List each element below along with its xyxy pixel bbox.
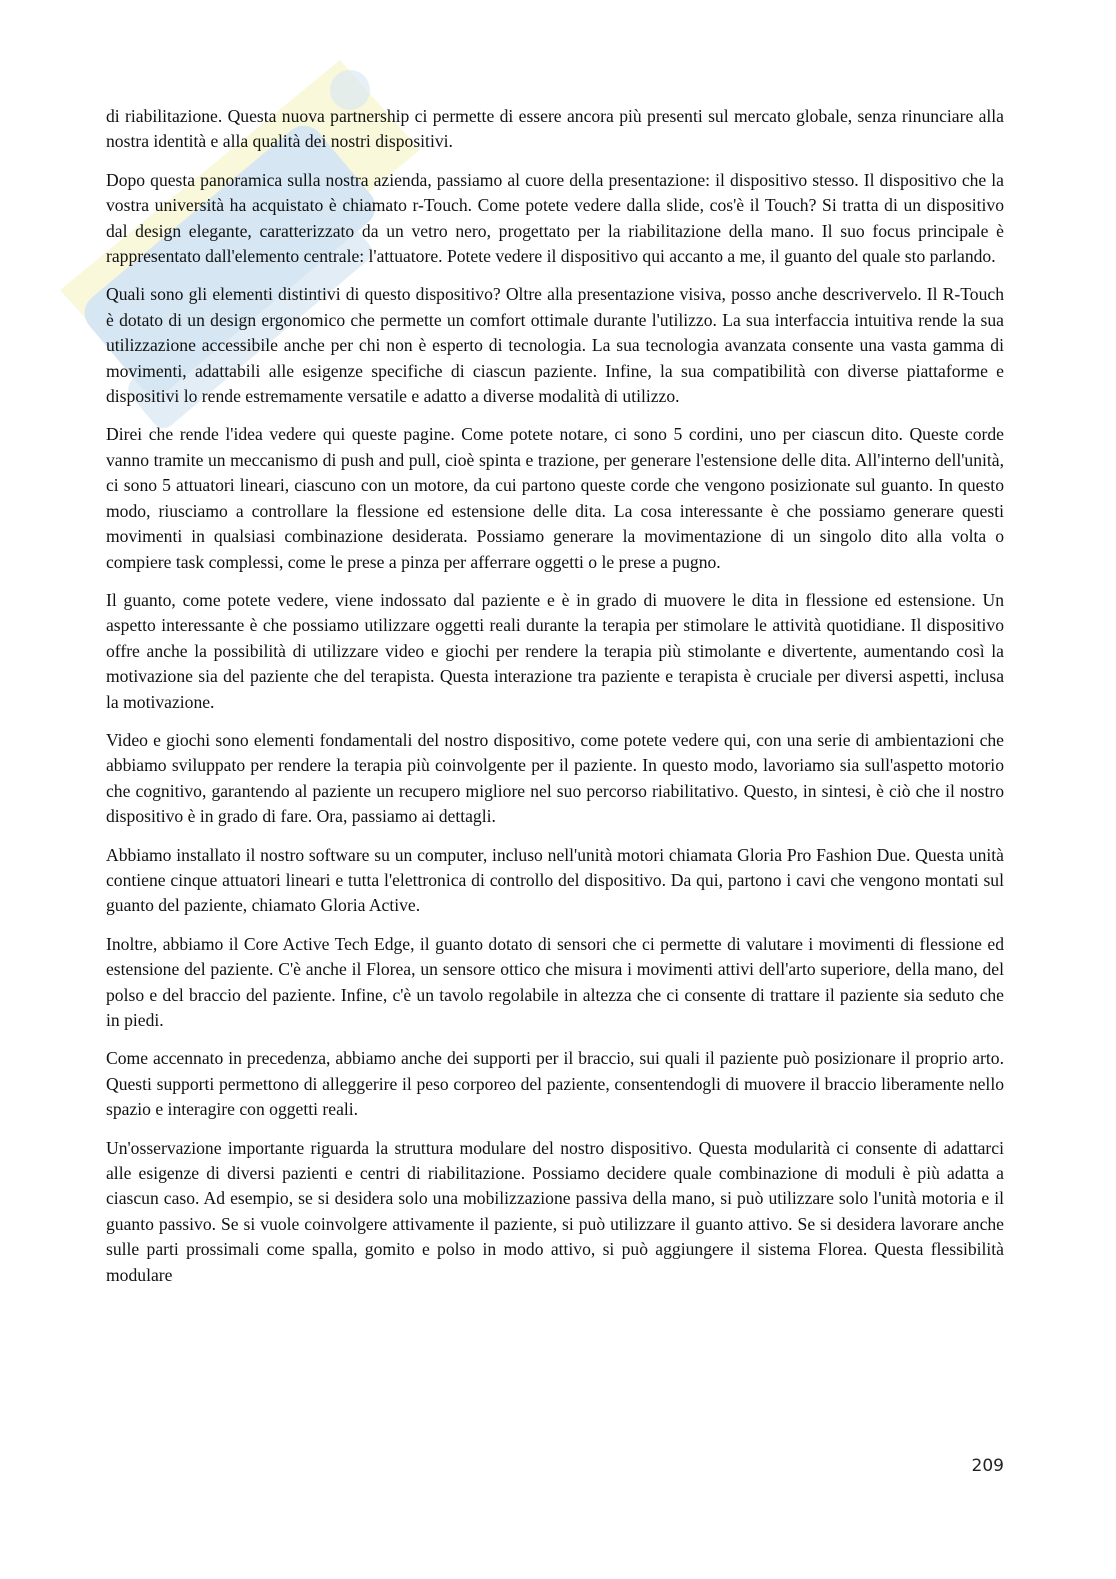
page-number: 209: [971, 1456, 1004, 1476]
paragraph: Inoltre, abbiamo il Core Active Tech Edge, il guanto dotato di sensori che ci permette di valutare i movimenti di flessione ed estensione del paziente. C'è anche il Florea, un sensore ottico che misura i movimenti attivi dell'arto superiore, della mano, del polso e del braccio del paziente. Infine, c'è un tavolo regolabile in altezza che ci consente di trattare il paziente sia seduto che in piedi.: [106, 933, 1004, 1030]
paragraph: Dopo questa panoramica sulla nostra azienda, passiamo al cuore della presentazione: il dispositivo stesso. Il dispositivo che la vostra università ha acquistato è chiamato r-Touch. Come potete vedere dalla slide, cos'è il Touch? Si tratta di un dispositivo dal design elegante, caratterizzato da un vetro nero, progettato per la riabilitazione della mano. Il suo focus principale è rappresentato dall'elemento centrale: l'attuatore. Potete vedere il dispositivo qui accanto a me, il guanto del quale sto parlando.: [106, 169, 1004, 267]
paragraph: di riabilitazione. Questa nuova partnership ci permette di essere ancora più presenti sul mercato globale, senza rinunciare alla nostra identità e alla qualità dei nostri dispositivi.: [106, 106, 1004, 152]
document-body: [106, 104, 1004, 1301]
paragraph: Video e giochi sono elementi fondamentali del nostro dispositivo, come potete vedere qui, con una serie di ambientazioni che abbiamo sviluppato per rendere la terapia più coinvolgente per il paziente. In questo modo, lavoriamo sia sull'aspetto motorio che cognitivo, garantendo al paziente un recupero migliore nel suo percorso riabilitativo. Questo, in sintesi, è ciò che il nostro dispositivo è in grado di fare. Ora, passiamo ai dettagli.: [106, 729, 1004, 827]
paragraph: Quali sono gli elementi distintivi di questo dispositivo? Oltre alla presentazione visiva, posso anche descrivervelo. Il R-Touch è dotato di un design ergonomico che permette un comfort ottimale durante l'utilizzo. La sua interfaccia intuitiva rende la sua utilizzazione accessibile anche per chi non è esperto di tecnologia. La sua tecnologia avanzata consente una vasta gamma di movimenti, adattabili alle esigenze specifiche di ciascun paziente. Infine, la sua compatibilità con diverse piattaforme e dispositivi lo rende estremamente versatile e adatto a diverse modalità di utilizzo.: [106, 284, 1004, 407]
paragraph: Direi che rende l'idea vedere qui queste pagine. Come potete notare, ci sono 5 cordini, uno per ciascun dito. Queste corde vanno tramite un meccanismo di push and pull, cioè spinta e trazione, per generare l'estensione delle dita. All'interno dell'unità, ci sono 5 attuatori lineari, ciascuno con un motore, da cui partono queste corde che vengono posizionate sul guanto. In questo modo, riusciamo a controllare la flessione ed estensione delle dita. La cosa interessante è che possiamo generare questi movimenti in qualsiasi combinazione desiderata. Possiamo generare la movimentazione di un singolo dito alla volta o compiere task complessi, come le prese a pinza per afferrare oggetti o le prese a pugno.: [106, 424, 1004, 572]
paragraph: Abbiamo installato il nostro software su un computer, incluso nell'unità motori chiamata Gloria Pro Fashion Due. Questa unità contiene cinque attuatori lineari e tutta l'elettronica di controllo del dispositivo. Da qui, partono i cavi che vengono montati sul guanto del paziente, chiamato Gloria Active.: [106, 844, 1004, 916]
paragraph: Un'osservazione importante riguarda la struttura modulare del nostro dispositivo. Questa modularità ci consente di adattarci alle esigenze di diversi pazienti e centri di riabilitazione. Possiamo decidere quale combinazione di moduli è più adatta a ciascun caso. Ad esempio, se si desidera solo una mobilizzazione passiva della mano, si può utilizzare solo l'unità motoria e il guanto passivo. Se si vuole coinvolgere attivamente il paziente, si può utilizzare il guanto attivo. Se si desidera lavorare anche sulle parti prossimali come spalla, gomito e polso in modo attivo, si può aggiungere il sistema Florea. Questa flessibilità modulare: [106, 1137, 1004, 1285]
paragraph: Il guanto, come potete vedere, viene indossato dal paziente e è in grado di muovere le dita in flessione ed estensione. Un aspetto interessante è che possiamo utilizzare oggetti reali durante la terapia per stimolare le attività quotidiane. Il dispositivo offre anche la possibilità di utilizzare video e giochi per rendere la terapia più stimolante e divertente, aumentando così la motivazione sia del paziente che del terapista. Questa interazione tra paziente e terapista è cruciale per diversi aspetti, inclusa la motivazione.: [106, 589, 1004, 712]
paragraph: Come accennato in precedenza, abbiamo anche dei supporti per il braccio, sui quali il paziente può posizionare il proprio arto. Questi supporti permettono di alleggerire il peso corporeo del paziente, consentendogli di muovere il braccio liberamente nello spazio e interagire con oggetti reali.: [106, 1048, 1004, 1120]
